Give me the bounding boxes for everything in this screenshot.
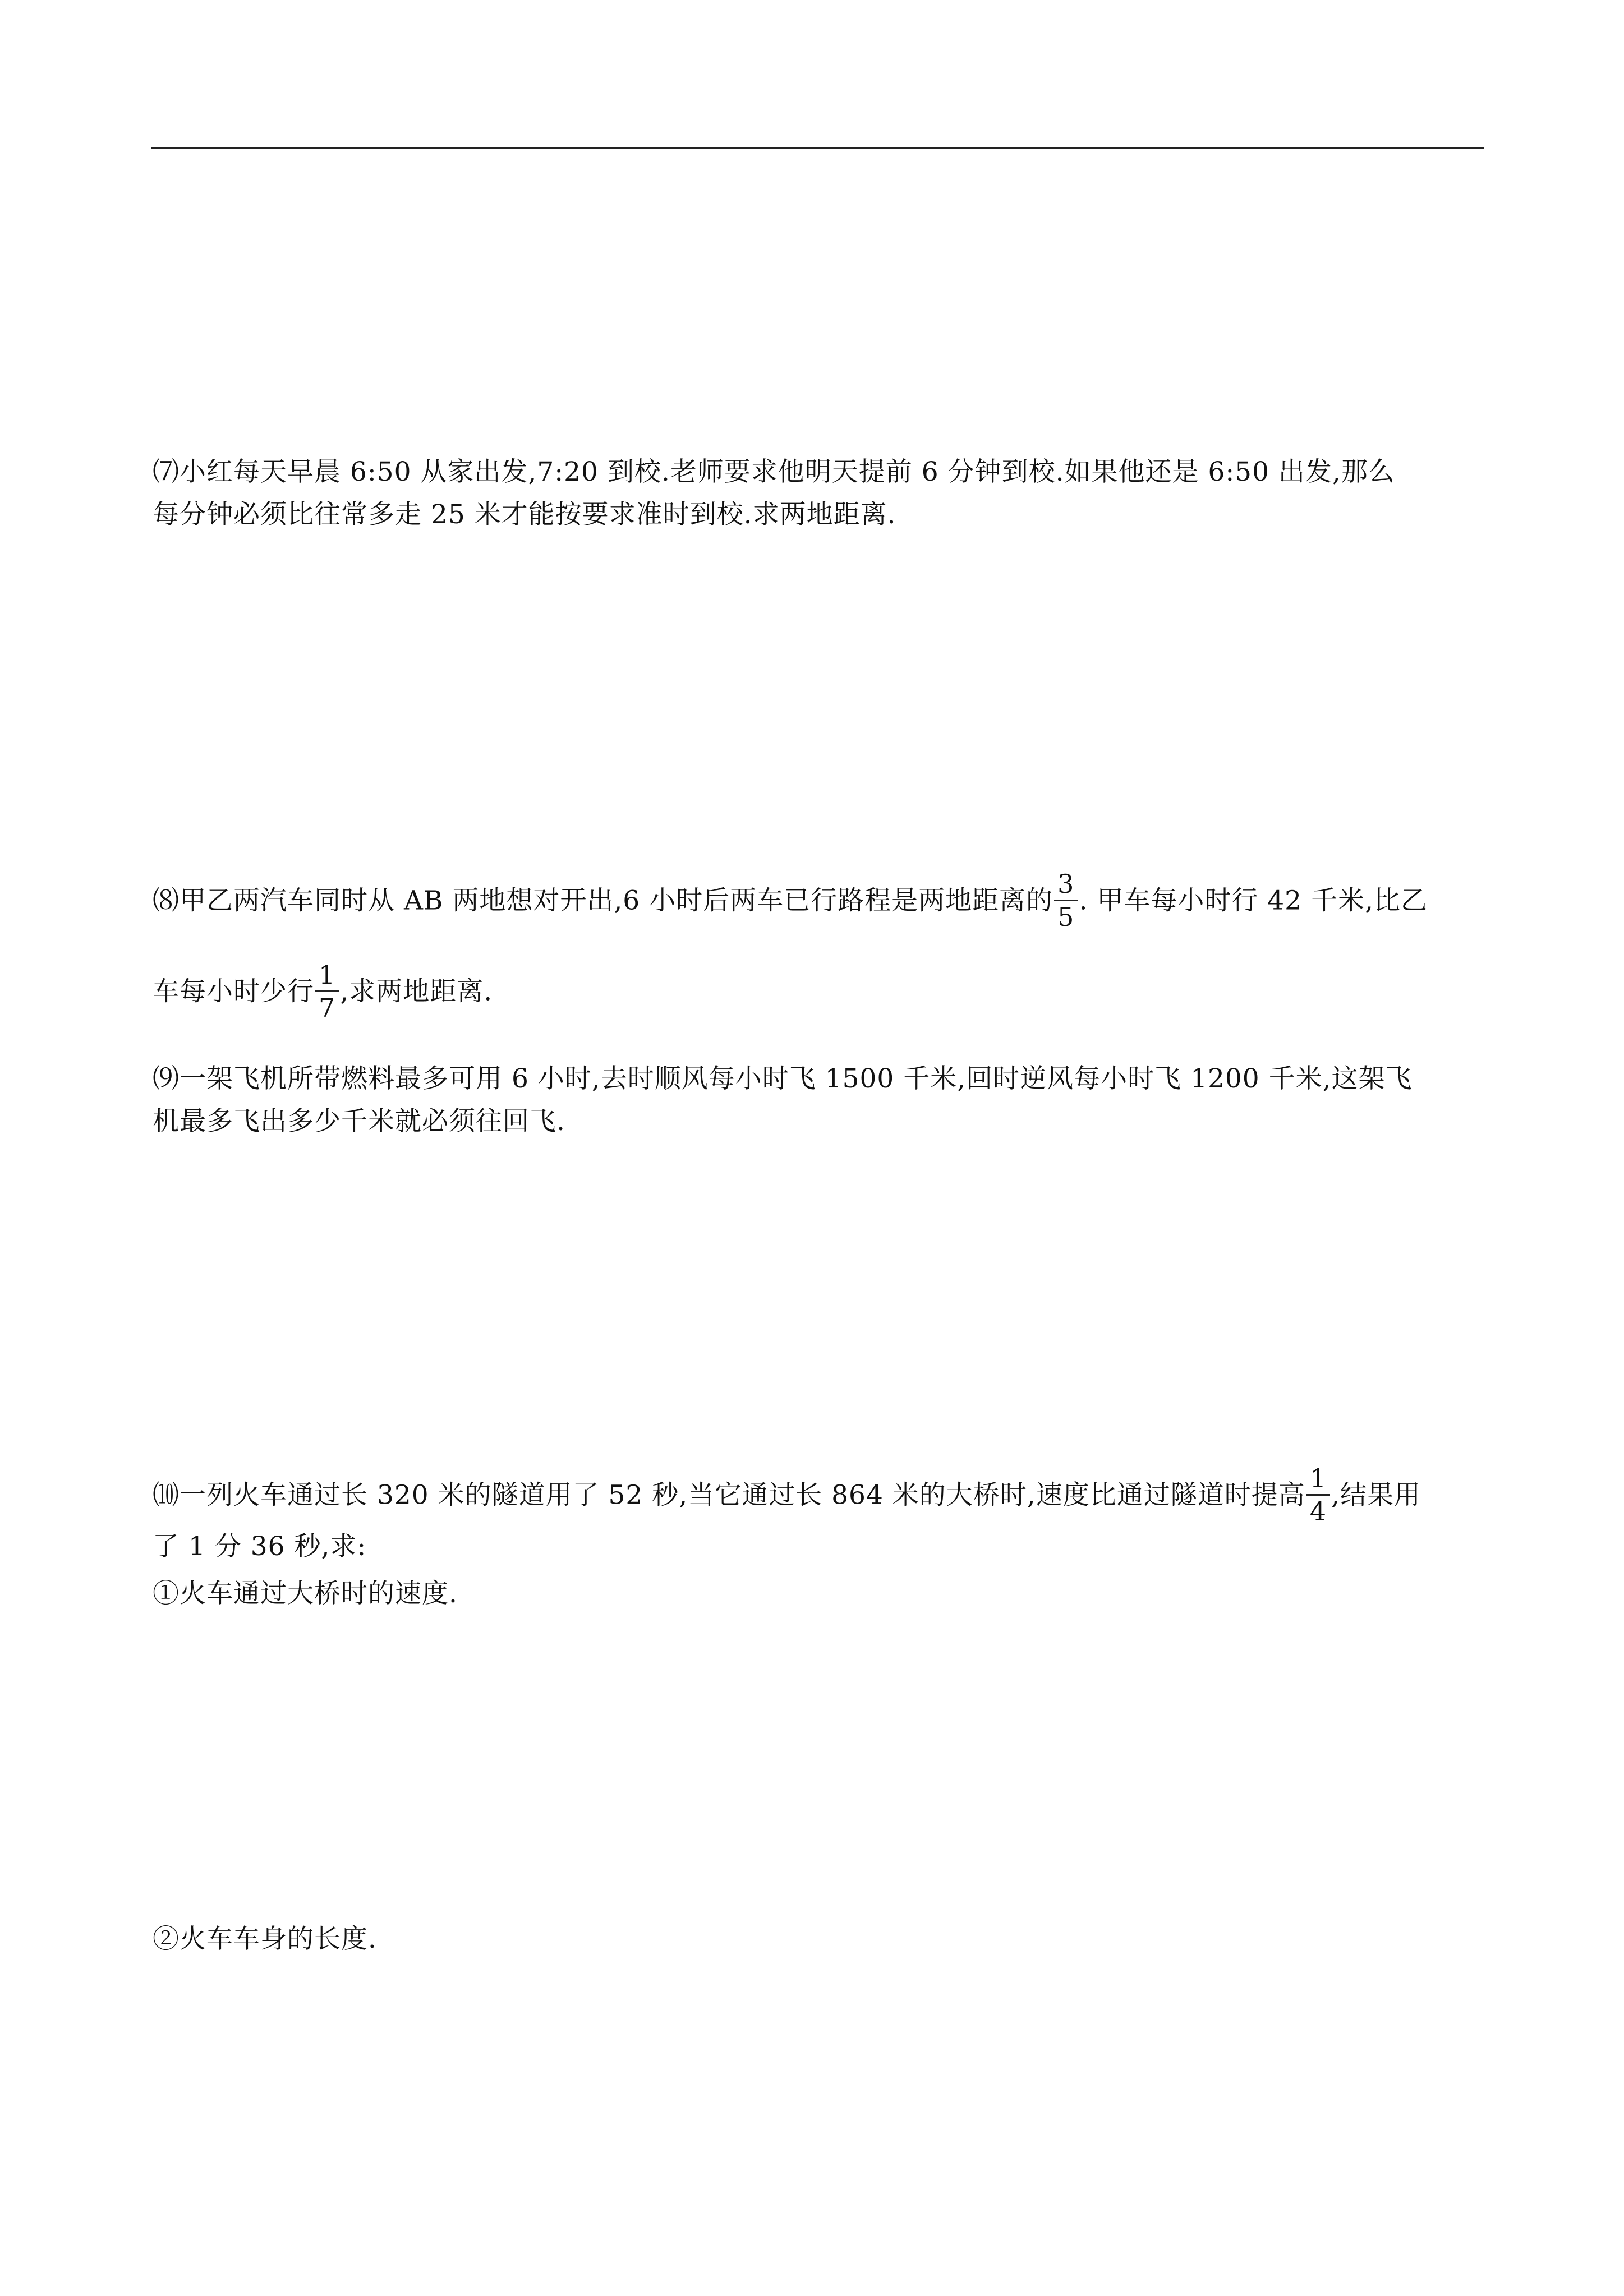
problem-9-line-2: 机最多飞出多少千米就必须往回飞. [153, 1106, 565, 1137]
problem-10-line-1 [153, 1465, 1421, 1529]
fraction-one-quarter [1306, 1463, 1330, 1527]
problem-8-text-a: ⑻甲乙两汽车同时从 AB 两地想对开出,6 小时后两车已行路程是两地距离的 [153, 885, 1053, 916]
fraction-numerator: 1 [315, 959, 339, 992]
problem-10-subquestion-2: ②火车车身的长度. [153, 1924, 377, 1954]
fraction-one-seventh [315, 959, 339, 1023]
problem-10-subquestion-1: ①火车通过大桥时的速度. [153, 1578, 458, 1609]
problem-8-line-2 [153, 961, 493, 1026]
fraction-denominator: 4 [1309, 1496, 1327, 1527]
fraction-three-fifths [1054, 868, 1078, 933]
problem-7-line-1: ⑺小红每天早晨 6:50 从家出发,7:20 到校.老师要求他明天提前 6 分钟到校.如果他还是 6:50 出发,那么 [153, 457, 1395, 487]
problem-9-line-1: ⑼一架飞机所带燃料最多可用 6 小时,去时顺风每小时飞 1500 千米,回时逆风每小时飞 1200 千米,这架飞 [153, 1063, 1413, 1094]
problem-10-text-a: ⑽一列火车通过长 320 米的隧道用了 52 秒,当它通过长 864 米的大桥时,速度比通过隧道时提高 [153, 1479, 1305, 1511]
problem-8-line-1 [153, 870, 1428, 935]
problem-8-text-c: 车每小时少行 [153, 976, 314, 1007]
fraction-numerator: 3 [1054, 868, 1078, 901]
header-rule [151, 147, 1484, 149]
problem-7-line-2: 每分钟必须比往常多走 25 米才能按要求准时到校.求两地距离. [153, 499, 896, 530]
problem-10-text-b: ,结果用 [1331, 1479, 1421, 1511]
problem-8-text-d: ,求两地距离. [340, 976, 493, 1007]
fraction-denominator: 7 [319, 993, 336, 1023]
problem-8-text-b: . 甲车每小时行 42 千米,比乙 [1079, 885, 1428, 916]
problem-10-line-2: 了 1 分 36 秒,求: [153, 1531, 367, 1562]
fraction-numerator: 1 [1306, 1463, 1330, 1496]
fraction-denominator: 5 [1057, 902, 1075, 932]
